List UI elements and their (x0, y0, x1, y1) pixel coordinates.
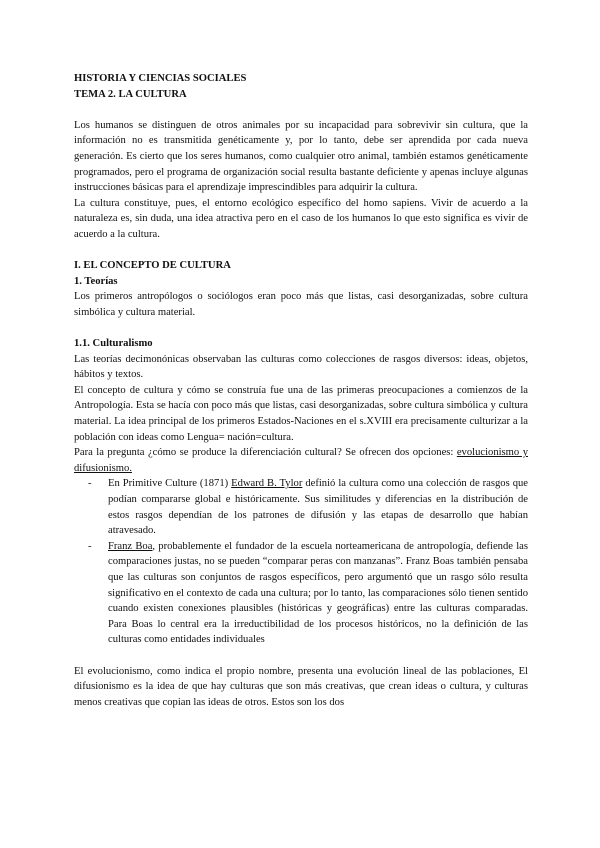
tylor-name: Edward B. Tylor (231, 478, 303, 490)
intro-paragraph-1: Los humanos se distinguen de otros animales por su incapacidad para sobrevivir sin cultura, que la información no es transmitida genéticamente y, por lo tanto, debe ser aprendida por cada nueva generación. Es cierto que los seres humanos, como cualquier otro animal, también estamos genéticamente programados, pero el programa de organización social resulta bastante deficiente y apenas incluye algunas instrucciones básicas para el aprendizaje imprescindibles para adquirir la cultura. (74, 119, 528, 194)
document-title: HISTORIA Y CIENCIAS SOCIALES (74, 73, 247, 84)
list-item-tylor (88, 476, 528, 538)
section-heading: I. EL CONCEPTO DE CULTURA (74, 260, 231, 272)
culturalism-paragraph-1: Las teorías decimonónicas observaban las culturas como colecciones de rasgos diversos: ideas, objetos, hábitos y textos. (74, 353, 528, 381)
tylor-intro: En Primitive Culture (1871) (108, 478, 232, 490)
closing-paragraph: El evolucionismo, como indica el propio nombre, presenta una evolución lineal de las poblaciones, El difusionismo es la idea de que hay culturas que son más creativas, que crean ideas o cultura, y culturas menos creativas que copian las ideas de otros. Estos son los dos (74, 665, 528, 708)
boas-name: Franz Boa (108, 540, 153, 552)
subsection-heading-theories: 1. Teorías (74, 275, 118, 287)
list-item-boas (88, 539, 528, 648)
document-subtitle: TEMA 2. LA CULTURA (74, 88, 187, 100)
subsection-heading-culturalism: 1.1. Culturalismo (74, 338, 153, 350)
theories-paragraph: Los primeros antropólogos o sociólogos eran poco más que listas, casi desorganizadas, sobre cultura simbólica y cultura material. (74, 291, 528, 318)
tylor-text: definió la cultura como una colección de rasgos que podían compararse global e históricamente. Sus similitudes y diferencias en la distribución de estos rasgos dependían de los patrones de difusión y las etapas de desarrollo que habían atravesado. (108, 478, 528, 537)
options-underlined: evolucionismo y difusionismo. (74, 447, 528, 474)
culturalism-paragraph-2: El concepto de cultura y cómo se construía fue una de las primeras preocupaciones a comienzos de la Antropología. Esta se hacía con poco más que listas, casi desorganizadas, sobre cultura simbólica y cultura material. La idea principal de los primeros Estados-Naciones en el s.XVIII era precisamente culturizar a la población con ideas como Lengua= nación=cultura. (74, 384, 528, 443)
intro-paragraph-2: La cultura constituye, pues, el entorno ecológico específico del homo sapiens. Vivir de acuerdo a la naturaleza es, sin duda, una idea atractiva pero en el caso de los humanos lo que esto significa es vivir de acuerdo a la cultura. (74, 197, 528, 240)
culturalism-paragraph-3 (74, 445, 528, 476)
bullet-list (74, 476, 528, 648)
bullet-marker: - (88, 478, 92, 490)
question-text: Para la pregunta ¿cómo se produce la diferenciación cultural? Se ofrecen dos opciones: (74, 447, 457, 459)
boas-text: , probablemente el fundador de la escuela norteamericana de antropología, defiende las comparaciones justas, no se pueden “comparar peras con manzanas”. Franz Boas también pensaba que las culturas son conjuntos de rasgos específicos, pero argumentó que un rasgo sólo resulta significativo en el contexto de cada una cultura; por lo tanto, las comparaciones sólo tienen sentido cuando existen conexiones plausibles (históricas y geográficas) entre las culturas comparadas. Para Boas lo central era la irreductibilidad de los procesos históricos, no la definición de las culturas como entidades individuales (108, 540, 528, 646)
bullet-marker: - (88, 540, 92, 552)
document-page (74, 71, 528, 710)
